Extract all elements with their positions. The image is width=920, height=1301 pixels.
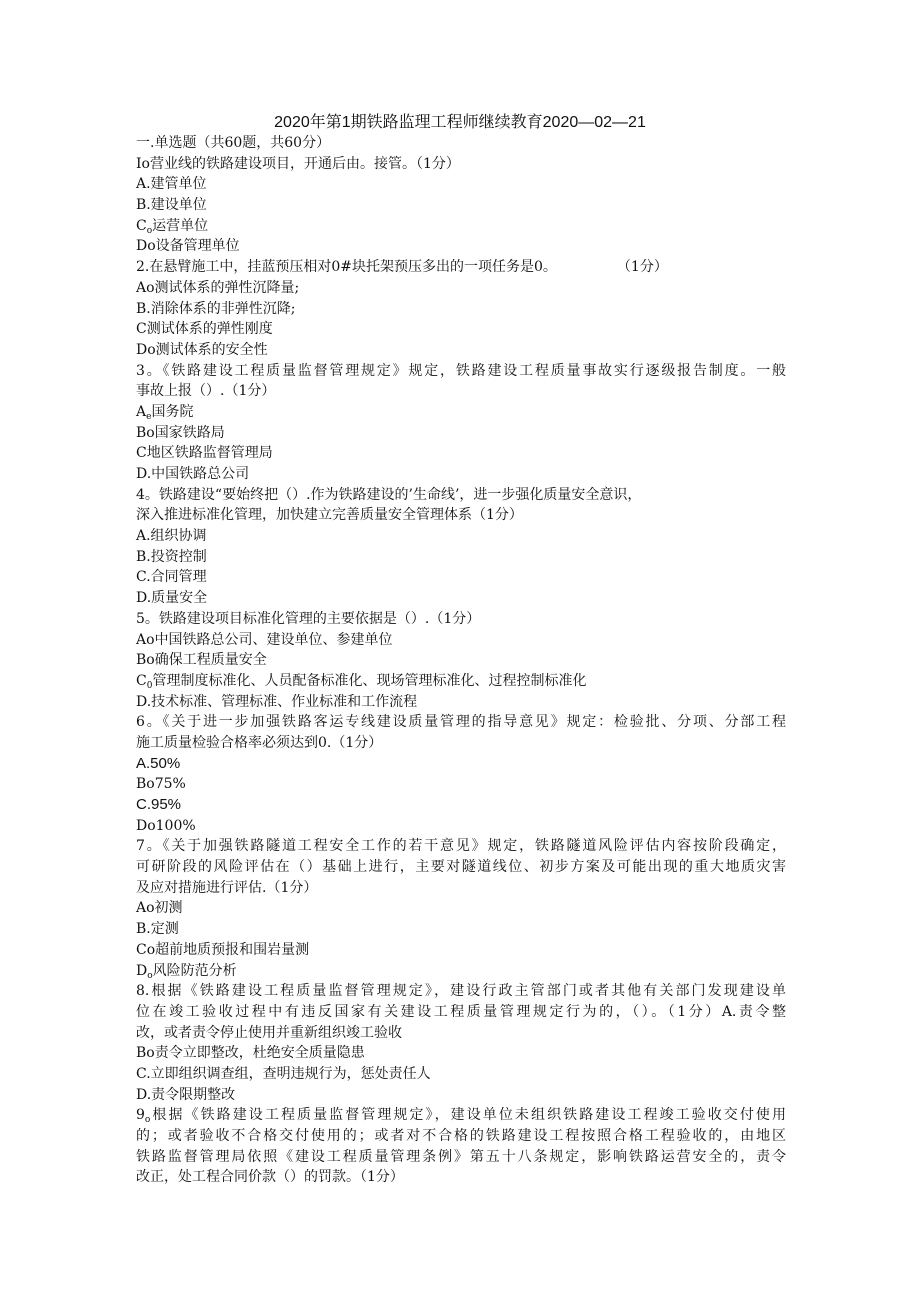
option-text: 国务院 [151,403,194,420]
question-8-stem-line-1: 8.根据《铁路建设工程质量监督管理规定》，建设行政主管部门或者其他有关部门发现建设单 [136,983,786,1000]
question-4-option-d: D.质量安全 [136,590,208,607]
question-2-option-a: Ao测试体系的弹性沉降量; [136,279,300,296]
question-3-stem-line-1: 3。《铁路建设工程质量监督管理规定》规定，铁路建设工程质量事故实行逐级报告制度。一般 [136,362,786,379]
question-8-stem-line-2: 位在竣工验收过程中有违反国家有关建设工程质量管理规定行为的，（）。（1分）A.责令整 [136,1003,786,1020]
option-letter: D [136,962,148,979]
question-5-option-a: Ao中国铁路总公司、建设单位、参建单位 [136,631,393,648]
document-title: 2020年第1期铁路监理工程师继续教育2020—02—21 [274,114,646,131]
question-1-option-b: B.建设单位 [136,197,207,214]
question-3-option-b: Bo国家铁路局 [136,424,225,441]
question-2-score: （1分） [616,259,668,276]
section-heading: 一.单选题（共60题，共60分） [136,135,331,151]
question-1-option-c [136,216,786,237]
question-text: 根据《铁路建设工程质量监督管理规定》，建设单位未组织铁路建设工程竣工验收交付使用 [150,1107,786,1124]
question-3-option-a [136,402,786,423]
question-9-stem-line-4: 改正，处工程合同价款（）的罚款。（1分） [136,1169,404,1186]
question-5-stem: 5。铁路建设项目标准化管理的主要依据是（）.（1分） [136,610,481,627]
question-2-stem [136,257,786,278]
question-7-option-c: Co超前地质预报和围岩量测 [136,941,310,958]
question-7-stem-line-3: 及应对措施进行评估.（1分） [136,879,318,896]
question-8-option-c: C.立即组织调查组，查明违规行为，惩处责任人 [136,1065,431,1082]
question-6-option-c: C.95% [136,796,182,813]
option-letter: C [136,672,147,689]
question-7-option-d [136,961,786,982]
question-list [136,133,786,1188]
question-1-option-a: A.建管单位 [136,176,207,193]
question-8-option-d: D.责令限期整改 [136,1086,236,1103]
question-6-stem-line-2: 施工质量检验合格率必须达到0.（1分） [136,734,383,751]
question-5-option-d: D.技术标准、管理标准、作业标准和工作流程 [136,693,418,710]
question-7-option-b: B.定测 [136,921,179,938]
question-7-stem-line-2: 可研阶段的风险评估在（）基础上进行，主要对隧道线位、初步方案及可能出现的重大地质灾害 [136,859,786,876]
option-letter: A [136,403,147,420]
question-number: 9 [136,1107,145,1124]
question-3-stem-line-2: 事故上报（）.（1分） [136,383,276,400]
question-6-option-d: Do100% [136,817,196,834]
question-3-option-c: C地区铁路监督管理局 [136,445,273,462]
question-1-stem: Io营业线的铁路建设项目，开通后由。接管。（1分） [136,155,460,172]
option-text: 管理制度标准化、人员配备标准化、现场管理标准化、过程控制标准化 [152,672,587,689]
option-letter: C [136,217,147,234]
question-4-option-a: A.组织协调 [136,528,207,545]
question-4-stem-line-1: 4。铁路建设“要始终把（）.作为铁路建设的’生命线’，进一步强化质量安全意识， [136,486,642,503]
option-text: 运营单位 [152,217,209,234]
question-5-option-b: Bo确保工程质量安全 [136,652,267,669]
question-7-stem-line-1: 7。《关于加强铁路隧道工程安全工作的若干意见》规定，铁路隧道风险评估内容按阶段确定， [136,838,786,855]
option-subscript: o [147,970,153,981]
question-9-stem-line-2: 的；或者验收不合格交付使用的；或者对不合格的铁路建设工程按照合格工程验收的，由地区 [136,1128,786,1144]
question-2-text: 2.在悬臂施工中，挂蓝预压相对0#块托架预压多出的一项任务是0。 [136,259,557,276]
option-text: 风险防范分析 [152,962,237,979]
question-5-option-c [136,671,786,692]
question-4-option-c: C.合同管理 [136,569,207,586]
question-9-stem-line-1 [136,1105,786,1126]
question-6-stem-line-1: 6。《关于进一步加强铁路客运专线建设质量管理的指导意见》规定：检验批、分项、分部工程 [136,714,786,731]
question-4-stem-line-2: 深入推进标准化管理，加快建立完善质量安全管理体系（1分） [136,507,523,524]
option-subscript: 0 [146,680,153,691]
question-2-option-b: B.消除体系的非弹性沉降; [136,300,296,317]
question-6-option-b: Bo75% [136,776,186,793]
question-6-option-a: A.50% [136,754,181,772]
question-number-subscript: o [144,1115,151,1126]
question-1-option-d: Do设备管理单位 [136,238,240,255]
question-8-stem-line-3: 改，或者责令停止使用并重新组织竣工验收 [136,1024,402,1041]
question-2-option-d: Do测试体系的安全性 [136,341,268,358]
question-2-option-c: C测试体系的弹性刚度 [136,321,273,338]
question-7-option-a: Ao初测 [136,900,183,917]
option-subscript: e [146,411,152,422]
question-8-option-b: Bo责令立即整改，杜绝安全质量隐患 [136,1045,365,1062]
question-9-stem-line-3: 铁路监督管理局依照《建设工程质量管理条例》第五十八条规定，影响铁路运营安全的，责令 [136,1148,786,1165]
question-3-option-d: D.中国铁路总公司 [136,466,250,482]
question-4-option-b: B.投资控制 [136,548,207,565]
option-subscript: o [146,225,153,236]
